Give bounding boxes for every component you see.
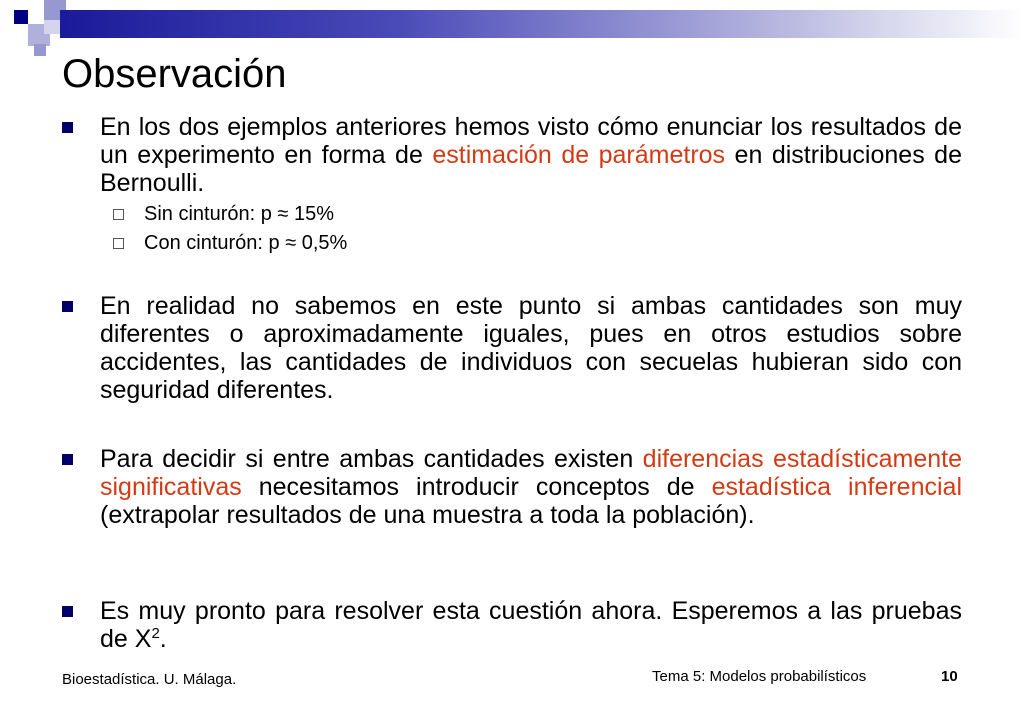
hollow-square-bullet-icon bbox=[113, 209, 124, 220]
square-bullet-icon bbox=[62, 454, 73, 465]
highlight-term: estadística inferencial bbox=[711, 473, 962, 501]
sub-item-1: Sin cinturón: p ≈ 15% bbox=[144, 202, 944, 226]
page-number: 10 bbox=[941, 668, 958, 685]
square-bullet-icon bbox=[62, 606, 73, 617]
footer-topic: Tema 5: Modelos probabilísticos bbox=[652, 668, 867, 685]
bullet-1: En los dos ejemplos anteriores hemos visto cómo enunciar los resultados de un experimento en forma de estimación de parámetros en distribuciones de Bernoulli. bbox=[100, 113, 962, 197]
bullet-3: Para decidir si entre ambas cantidades existen diferencias estadísticamente significativas necesitamos introducir conceptos de estadística inferencial (extrapolar resultados de una muestra a toda la población). bbox=[100, 445, 962, 529]
square-bullet-icon bbox=[62, 301, 73, 312]
bullet-4: Es muy pronto para resolver esta cuestión ahora. Esperemos a las pruebas de $X^2$. bbox=[100, 597, 962, 653]
corner-square-mid bbox=[34, 44, 46, 56]
hollow-square-bullet-icon bbox=[113, 238, 124, 249]
footer-course: Bioestadística. U. Málaga. bbox=[62, 671, 237, 688]
sub-item-2: Con cinturón: p ≈ 0,5% bbox=[144, 231, 944, 255]
highlight-term: estimación de parámetros bbox=[432, 141, 726, 169]
corner-square-navy bbox=[14, 10, 28, 24]
header-gradient-bar bbox=[60, 10, 1023, 38]
square-bullet-icon bbox=[62, 122, 73, 133]
corner-square-light bbox=[44, 20, 60, 34]
highlight-term: diferencias estadísticamente significativas bbox=[100, 445, 962, 501]
bullet-2: En realidad no sabemos en este punto si ambas cantidades son muy diferentes o aproximadamente iguales, pues en otros estudios sobre accidentes, las cantidades de individuos con secuelas hubieran sido con seguridad diferentes. bbox=[100, 292, 962, 404]
slide-title: Observación bbox=[62, 52, 287, 96]
